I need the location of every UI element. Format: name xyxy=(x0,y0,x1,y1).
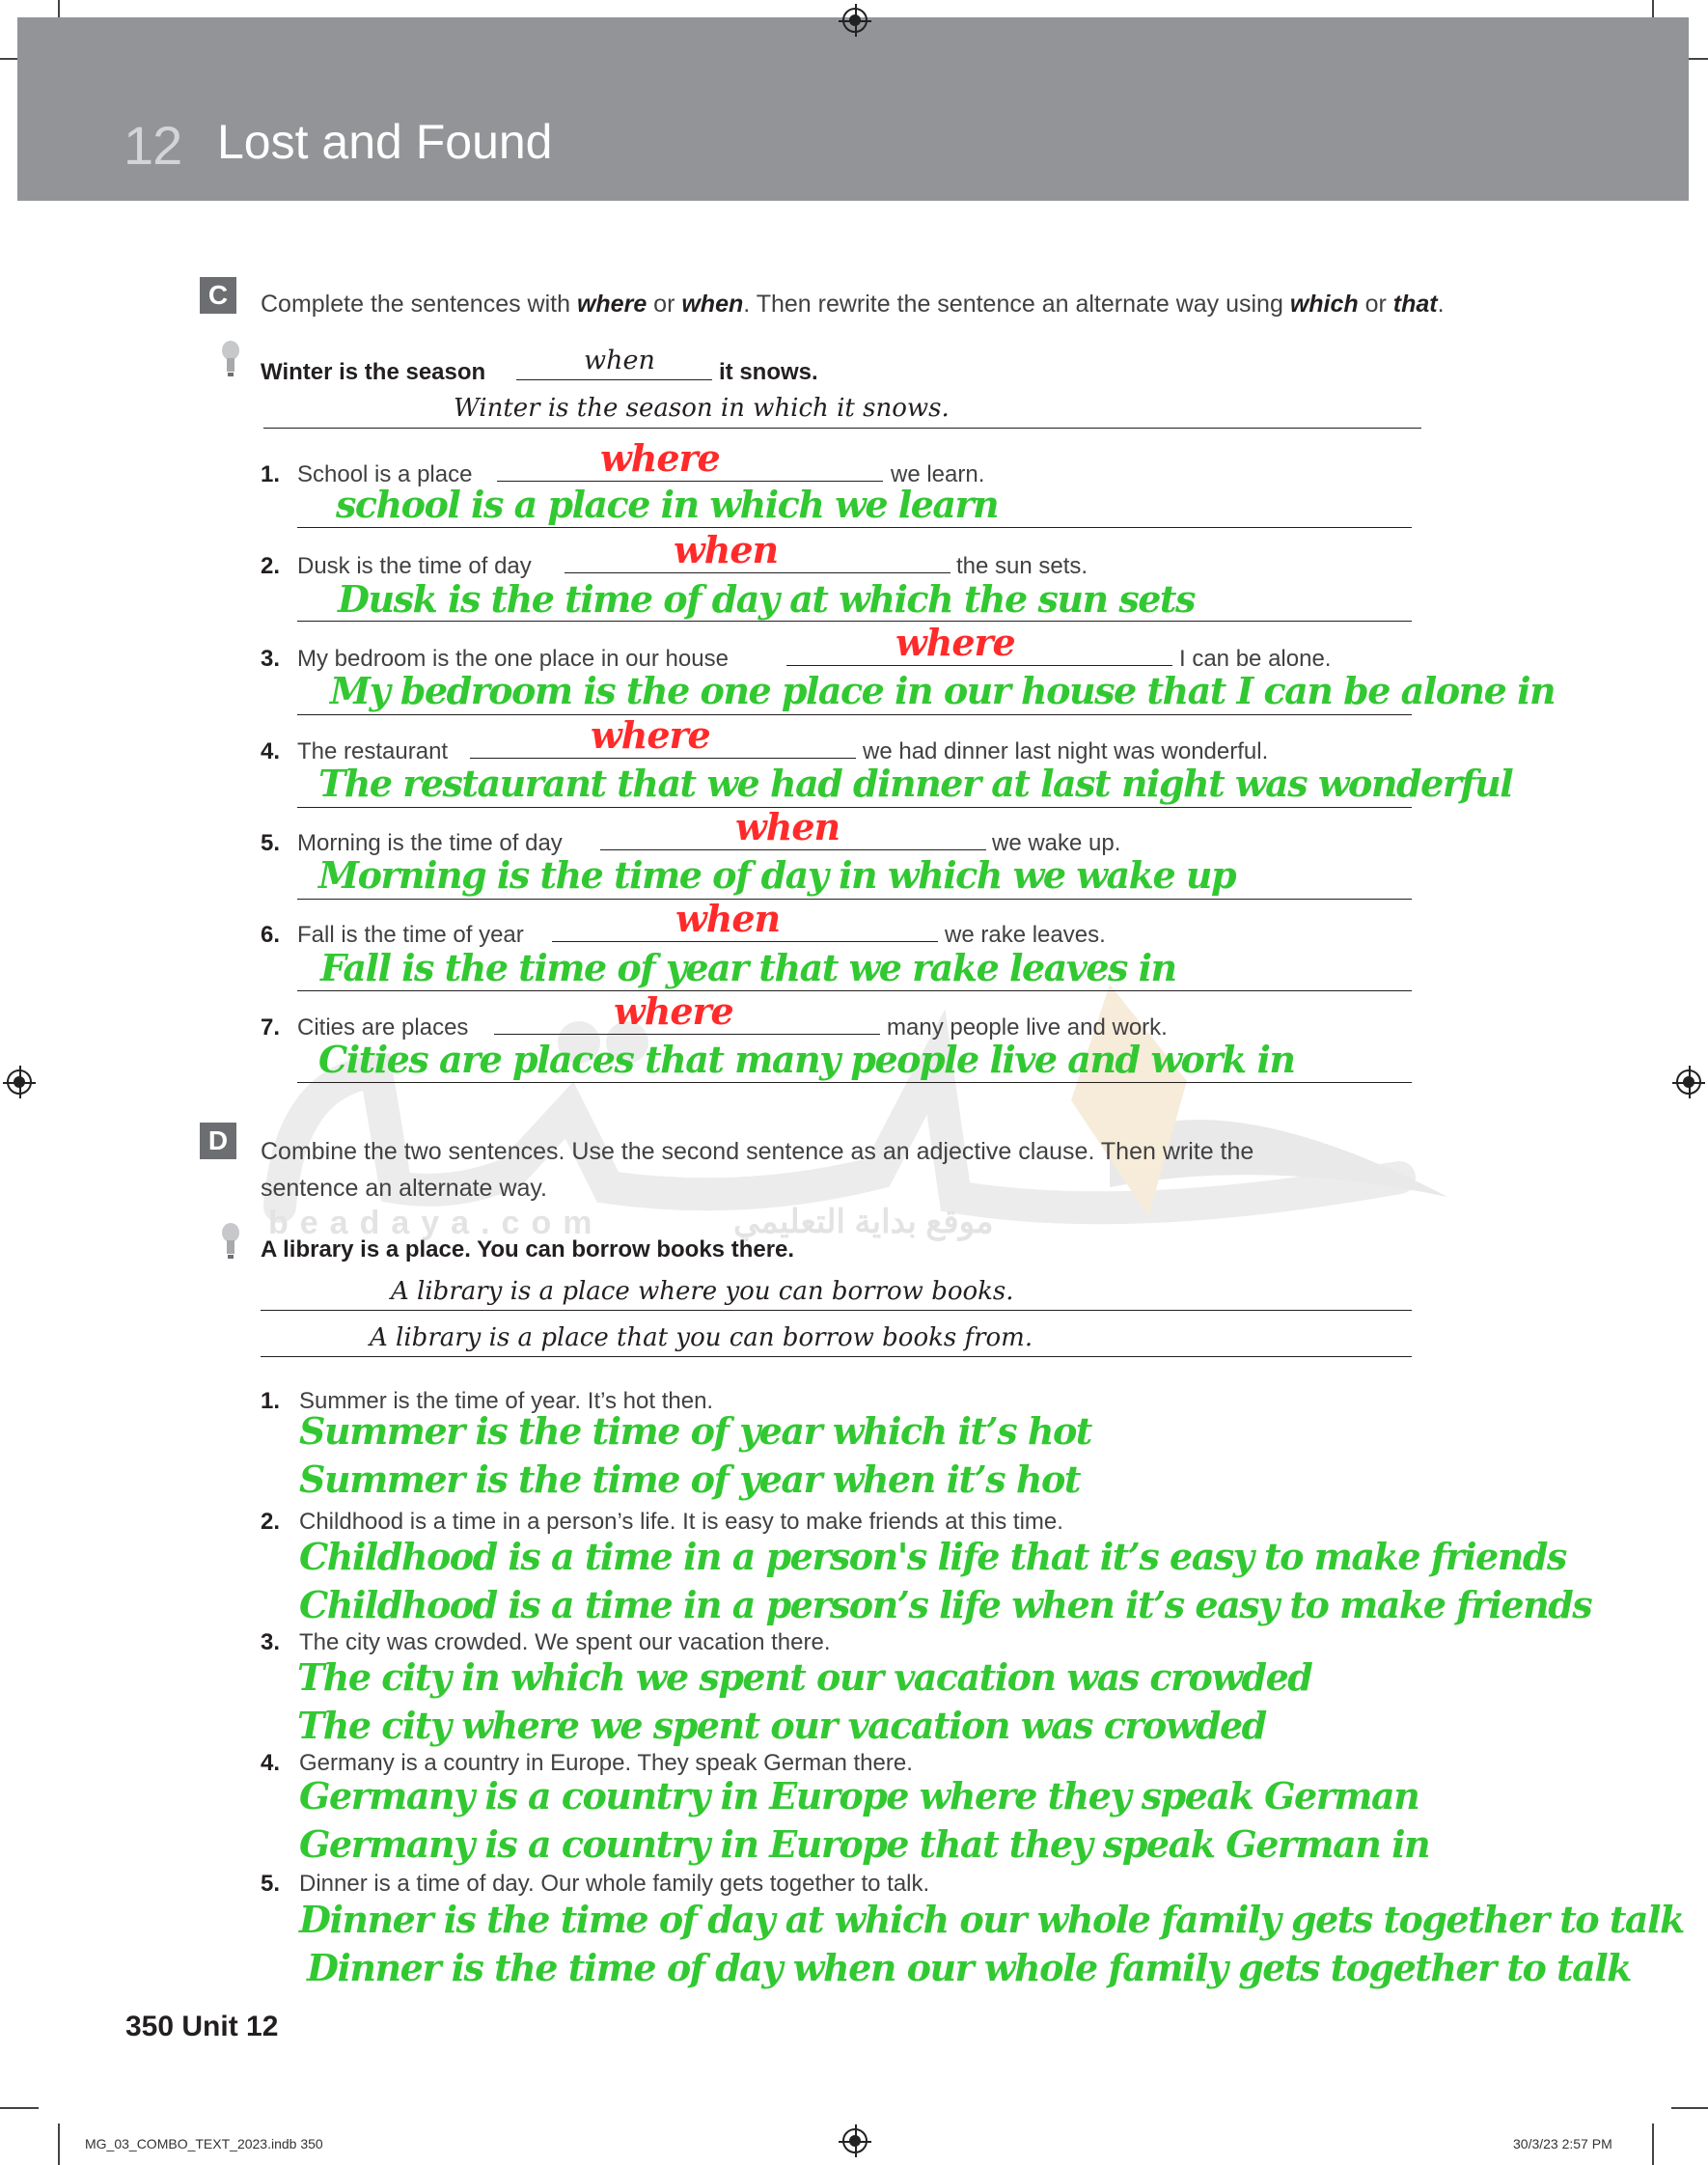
c-item-answer: where xyxy=(614,989,733,1033)
unit-title: Lost and Found xyxy=(217,115,553,169)
c-item-before: The restaurant xyxy=(297,738,449,764)
example-d-answer1: A library is a place where you can borrow books. xyxy=(391,1277,1014,1306)
c-item-rewrite: Dusk is the time of day at which the sun sets xyxy=(338,577,1195,621)
example-d-prompt: A library is a place. You can borrow books there. xyxy=(261,1236,795,1263)
answer-line xyxy=(261,1356,1412,1357)
d-item-answer2: Germany is a country in Europe that they speak German in xyxy=(299,1822,1430,1866)
c-item-rewrite: The restaurant that we had dinner at last night was wonderful xyxy=(318,762,1513,805)
c-item-number: 7. xyxy=(261,1014,281,1041)
registration-mark-icon xyxy=(842,8,868,33)
c-item-rewrite: Fall is the time of year that we rake leaves in xyxy=(320,946,1176,989)
section-d-badge: D xyxy=(200,1123,236,1159)
c-item-before: Fall is the time of year xyxy=(297,922,524,948)
d-item-prompt: Germany is a country in Europe. They speak German there. xyxy=(299,1750,913,1776)
c-item-after: we had dinner last night was wonderful. xyxy=(863,738,1269,764)
lightbulb-icon xyxy=(220,1222,241,1261)
d-item-answer1: The city in which we spent our vacation was crowded xyxy=(297,1655,1312,1699)
unit-number: 12 xyxy=(124,115,182,176)
blank-line xyxy=(497,481,883,482)
unit-header-band xyxy=(17,17,1689,201)
blank-line xyxy=(600,849,986,850)
example-c-blank-answer: when xyxy=(584,346,655,375)
c-item-rewrite: school is a place in which we learn xyxy=(336,483,999,526)
c-item-rewrite: Cities are places that many people live and work in xyxy=(318,1038,1295,1081)
c-item-after: I can be alone. xyxy=(1179,646,1332,672)
d-item-prompt: The city was crowded. We spent our vacation there. xyxy=(299,1629,831,1655)
blank-line xyxy=(516,379,712,380)
c-item-number: 1. xyxy=(261,461,281,487)
watermark-arabic: موقع بداية التعليمي xyxy=(733,1204,994,1240)
section-d-instructions-line1: Combine the two sentences. Use the second sentence as an adjective clause. Then write the xyxy=(261,1138,1254,1165)
watermark-site: beadaya.com xyxy=(268,1205,604,1241)
d-item-answer2: Summer is the time of year when it’s hot xyxy=(299,1457,1080,1501)
c-item-answer: where xyxy=(895,621,1015,664)
d-item-answer1: Dinner is the time of day at which our whole family gets together to talk xyxy=(299,1898,1684,1941)
c-item-after: many people live and work. xyxy=(887,1014,1168,1041)
answer-line xyxy=(297,899,1412,900)
d-item-answer1: Childhood is a time in a person's life that it’s easy to make friends xyxy=(299,1535,1566,1578)
crop-mark xyxy=(0,2107,39,2109)
section-c-badge: C xyxy=(200,277,236,314)
page-number-label: 350 Unit 12 xyxy=(125,2011,279,2042)
d-item-number: 2. xyxy=(261,1509,281,1535)
example-d-answer2: A library is a place that you can borrow books from. xyxy=(370,1323,1033,1352)
c-item-after: the sun sets. xyxy=(956,553,1088,579)
d-item-answer2: Childhood is a time in a person’s life when it’s easy to make friends xyxy=(299,1583,1592,1626)
answer-line xyxy=(263,428,1421,429)
print-date-info: 30/3/23 2:57 PM xyxy=(1513,2136,1612,2151)
d-item-answer2: Dinner is the time of day when our whole family gets together to talk xyxy=(307,1946,1631,1989)
c-item-before: School is a place xyxy=(297,461,473,487)
d-item-answer2: The city where we spent our vacation was crowded xyxy=(297,1704,1266,1747)
c-item-before: Cities are places xyxy=(297,1014,469,1041)
answer-line xyxy=(297,621,1412,622)
answer-line xyxy=(297,807,1412,808)
blank-line xyxy=(786,665,1172,666)
c-item-number: 5. xyxy=(261,830,281,856)
blank-line xyxy=(552,941,938,942)
c-item-answer: when xyxy=(735,805,840,848)
example-c-after: it snows. xyxy=(719,359,818,385)
answer-line xyxy=(261,1310,1412,1311)
registration-mark-icon xyxy=(842,2128,868,2153)
c-item-rewrite: Morning is the time of day in which we wake up xyxy=(318,853,1236,897)
c-item-number: 2. xyxy=(261,553,281,579)
d-item-prompt: Summer is the time of year. It’s hot then. xyxy=(299,1388,714,1414)
c-item-after: we rake leaves. xyxy=(945,922,1106,948)
answer-line xyxy=(297,990,1412,991)
registration-mark-icon xyxy=(1676,1069,1701,1095)
c-item-before: Morning is the time of day xyxy=(297,830,563,856)
d-item-answer1: Summer is the time of year which it’s hot xyxy=(299,1409,1091,1453)
blank-line xyxy=(470,758,856,759)
d-item-prompt: Dinner is a time of day. Our whole family gets together to talk. xyxy=(299,1871,930,1897)
c-item-after: we learn. xyxy=(891,461,985,487)
d-item-prompt: Childhood is a time in a person’s life. It is easy to make friends at this time. xyxy=(299,1509,1063,1535)
c-item-after: we wake up. xyxy=(992,830,1121,856)
d-item-number: 3. xyxy=(261,1629,281,1655)
answer-line xyxy=(297,1082,1412,1083)
lightbulb-icon xyxy=(220,340,241,378)
section-c-instructions: Complete the sentences with where or when. Then rewrite the sentence an alternate way using which or that. xyxy=(261,291,1445,318)
d-item-number: 4. xyxy=(261,1750,281,1776)
c-item-answer: when xyxy=(674,528,779,571)
section-d-instructions-line2: sentence an alternate way. xyxy=(261,1175,547,1202)
crop-mark xyxy=(1671,2107,1708,2109)
c-item-number: 6. xyxy=(261,922,281,948)
example-c-before: Winter is the season xyxy=(261,359,486,385)
c-item-before: My bedroom is the one place in our house xyxy=(297,646,729,672)
blank-line xyxy=(565,572,950,573)
c-item-before: Dusk is the time of day xyxy=(297,553,532,579)
crop-mark xyxy=(1652,2123,1654,2165)
registration-mark-icon xyxy=(7,1069,32,1095)
print-file-info: MG_03_COMBO_TEXT_2023.indb 350 xyxy=(85,2136,323,2151)
c-item-rewrite: My bedroom is the one place in our house that I can be alone in xyxy=(330,669,1556,712)
crop-mark xyxy=(58,2123,60,2165)
d-item-number: 1. xyxy=(261,1388,281,1414)
answer-line xyxy=(297,714,1412,715)
answer-line xyxy=(297,527,1412,528)
c-item-answer: where xyxy=(600,436,720,480)
c-item-number: 4. xyxy=(261,738,281,764)
d-item-number: 5. xyxy=(261,1871,281,1897)
blank-line xyxy=(494,1034,880,1035)
example-c-rewrite: Winter is the season in which it snows. xyxy=(454,394,950,423)
c-item-answer: where xyxy=(591,713,710,757)
d-item-answer1: Germany is a country in Europe where they speak German xyxy=(299,1774,1419,1818)
c-item-answer: when xyxy=(675,897,781,940)
c-item-number: 3. xyxy=(261,646,281,672)
